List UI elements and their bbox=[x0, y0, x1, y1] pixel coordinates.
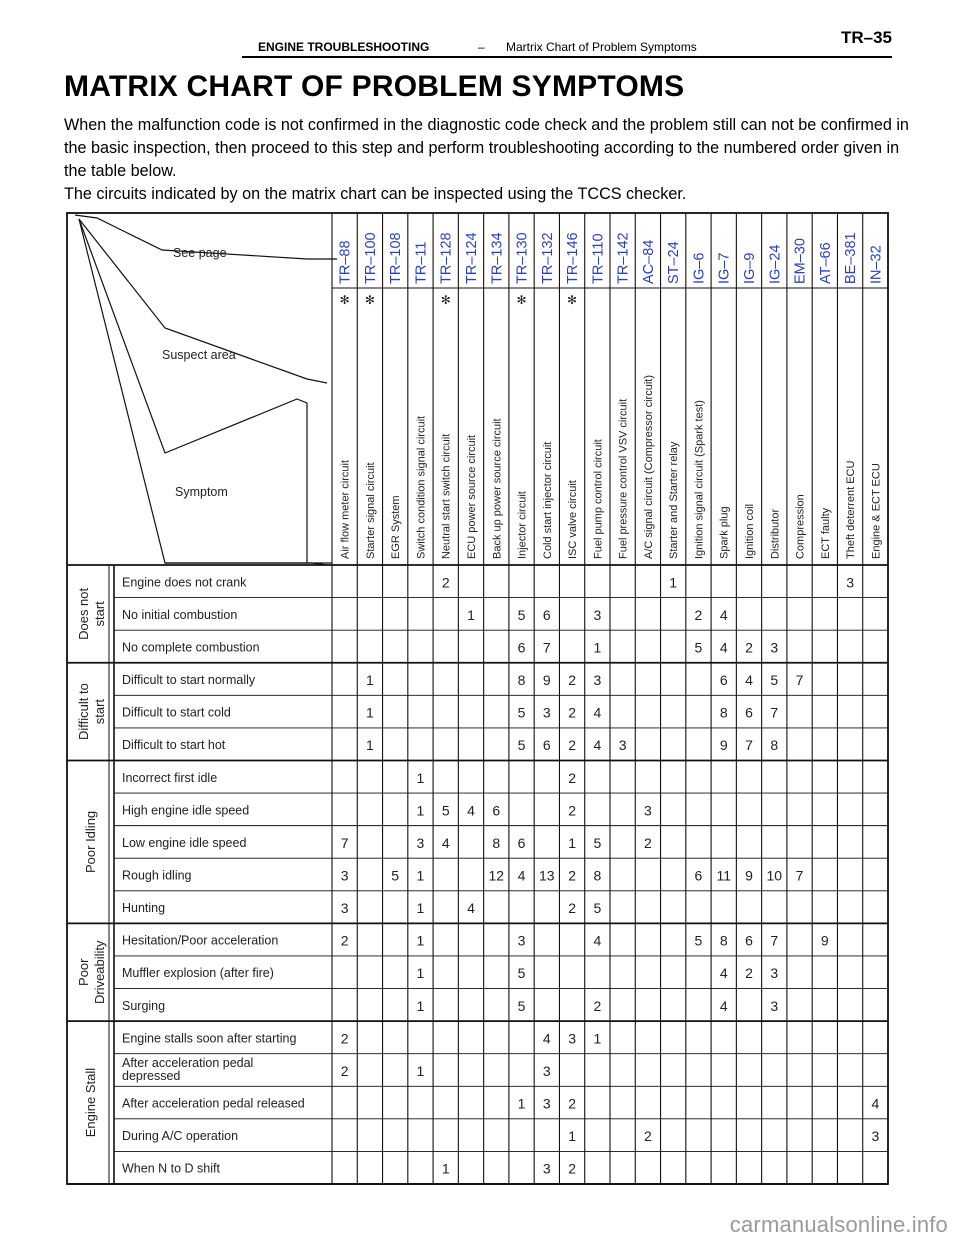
see-page-ref: IN–32 bbox=[868, 245, 885, 284]
priority-number: 3 bbox=[517, 932, 526, 949]
suspect-area-name: A/C signal circuit (Compressor circuit) bbox=[642, 375, 655, 559]
priority-number: 7 bbox=[770, 704, 779, 721]
priority-number: 9 bbox=[719, 737, 728, 754]
priority-number: 1 bbox=[416, 932, 425, 949]
priority-number: 4 bbox=[593, 704, 602, 721]
symptom-name: Incorrect first idle bbox=[122, 770, 218, 785]
symptom-group-label: Poor Idling bbox=[83, 810, 98, 873]
priority-number: 3 bbox=[340, 867, 349, 884]
see-page-ref: TR–110 bbox=[590, 233, 607, 284]
symptom-group-label: Engine Stall bbox=[83, 1067, 98, 1138]
header-separator: – bbox=[478, 40, 485, 54]
see-page-ref: IG–7 bbox=[716, 252, 733, 284]
priority-number: 3 bbox=[618, 737, 627, 754]
priority-number: 1 bbox=[416, 1062, 425, 1079]
priority-number: 2 bbox=[568, 1095, 576, 1112]
symptom-name: Difficult to start hot bbox=[122, 738, 226, 753]
priority-number: 4 bbox=[467, 900, 475, 917]
priority-number: 2 bbox=[568, 769, 576, 786]
priority-number: 7 bbox=[770, 932, 779, 949]
watermark: carmanualsonline.info bbox=[729, 1212, 948, 1237]
symptom-name: depressed bbox=[122, 1068, 181, 1083]
priority-number: 1 bbox=[568, 834, 576, 851]
symptom-group-label: start bbox=[92, 698, 107, 725]
priority-number: 2 bbox=[441, 574, 450, 591]
priority-number: 3 bbox=[416, 834, 425, 851]
page-number: TR–35 bbox=[840, 28, 892, 47]
suspect-area-name: Starter and Starter relay bbox=[668, 441, 681, 559]
priority-number: 4 bbox=[871, 1095, 880, 1112]
symptom-name: Engine does not crank bbox=[122, 575, 247, 590]
priority-number: 2 bbox=[644, 834, 652, 851]
priority-number: 5 bbox=[391, 867, 400, 884]
priority-number: 7 bbox=[795, 672, 804, 689]
priority-number: 2 bbox=[745, 639, 753, 656]
priority-number: 7 bbox=[745, 737, 753, 754]
priority-number: 1 bbox=[441, 1160, 450, 1177]
symptom-name: High engine idle speed bbox=[122, 803, 250, 818]
priority-number: 13 bbox=[539, 867, 555, 884]
symptom-name: Rough idling bbox=[122, 868, 192, 883]
priority-number: 4 bbox=[517, 867, 526, 884]
priority-number: 4 bbox=[719, 997, 728, 1014]
priority-number: 4 bbox=[719, 965, 728, 982]
suspect-area-name: Back up power source circuit bbox=[491, 418, 504, 559]
suspect-area-name: Starter signal circuit bbox=[364, 462, 377, 559]
priority-number: 2 bbox=[568, 802, 576, 819]
suspect-area-name: Compression bbox=[794, 494, 807, 559]
priority-number: 8 bbox=[719, 704, 728, 721]
tccs-checker-mark: ✻ bbox=[440, 293, 451, 307]
priority-number: 5 bbox=[593, 834, 602, 851]
priority-number: 8 bbox=[492, 834, 501, 851]
priority-number: 4 bbox=[542, 1030, 551, 1047]
priority-number: 12 bbox=[488, 867, 505, 884]
priority-number: 1 bbox=[416, 965, 425, 982]
priority-number: 5 bbox=[517, 606, 526, 623]
priority-number: 6 bbox=[517, 834, 526, 851]
priority-number: 8 bbox=[593, 867, 602, 884]
priority-number: 5 bbox=[694, 639, 703, 656]
symptom-name: No complete combustion bbox=[122, 640, 260, 655]
symptom-name: Difficult to start normally bbox=[122, 673, 256, 688]
see-page-ref: AC–84 bbox=[640, 239, 657, 284]
see-page-ref: IG–24 bbox=[767, 244, 784, 284]
see-page-ref: TR–108 bbox=[388, 232, 405, 284]
symptom-group-label: Difficult to bbox=[76, 683, 91, 741]
priority-number: 1 bbox=[669, 574, 678, 591]
priority-number: 2 bbox=[340, 1062, 349, 1079]
suspect-area-name: EGR System bbox=[390, 495, 403, 559]
priority-number: 3 bbox=[846, 574, 854, 591]
priority-number: 4 bbox=[441, 834, 450, 851]
symptom-name: Surging bbox=[122, 998, 166, 1013]
see-page-ref: BE–381 bbox=[843, 232, 860, 284]
suspect-area-name: Injector circuit bbox=[516, 491, 529, 559]
see-page-ref: ST–24 bbox=[666, 241, 683, 284]
priority-number: 1 bbox=[366, 737, 374, 754]
priority-number: 7 bbox=[795, 867, 804, 884]
suspect-area-name: ECU power source circuit bbox=[466, 434, 478, 559]
see-page-ref: TR–142 bbox=[615, 232, 632, 284]
priority-number: 4 bbox=[719, 606, 728, 623]
symptom-name: No initial combustion bbox=[122, 607, 238, 622]
symptom-name: Hunting bbox=[122, 901, 166, 916]
priority-number: 1 bbox=[467, 606, 475, 623]
priority-number: 1 bbox=[366, 672, 374, 689]
see-page-ref: TR–100 bbox=[362, 232, 379, 284]
suspect-area-name: Switch condition signal circuit bbox=[415, 415, 428, 559]
see-page-ref: TR–146 bbox=[565, 232, 582, 284]
priority-number: 6 bbox=[492, 802, 501, 819]
priority-number: 1 bbox=[593, 639, 602, 656]
priority-number: 8 bbox=[719, 932, 728, 949]
priority-number: 1 bbox=[416, 802, 425, 819]
priority-number: 4 bbox=[719, 639, 728, 656]
priority-number: 9 bbox=[820, 932, 829, 949]
symptom-name: After acceleration pedal released bbox=[122, 1096, 305, 1111]
priority-number: 2 bbox=[340, 932, 349, 949]
suspect-area-name: ECT faulty bbox=[819, 507, 832, 559]
intro-paragraph: When the malfunction code is not confirmed in the diagnostic code check and the problem still can not be confirmed in the basic inspection, then proceed to this step and perform troubleshooting according to the numbered order given in the table below. bbox=[64, 116, 909, 180]
symptom-name: During A/C operation bbox=[122, 1129, 239, 1144]
priority-number: 6 bbox=[745, 932, 753, 949]
priority-number: 3 bbox=[770, 639, 779, 656]
symptom-group-label: start bbox=[92, 601, 107, 627]
suspect-area-name: Cold start injector circuit bbox=[541, 441, 554, 559]
priority-number: 5 bbox=[441, 802, 450, 819]
priority-number: 5 bbox=[517, 704, 526, 721]
see-page-ref: AT–66 bbox=[817, 242, 834, 284]
priority-number: 6 bbox=[542, 606, 551, 623]
symptom-label: Symptom bbox=[175, 485, 228, 499]
suspect-area-name: Fuel pressure control VSV circuit bbox=[617, 398, 630, 559]
priority-number: 6 bbox=[517, 639, 526, 656]
priority-number: 2 bbox=[568, 704, 576, 721]
see-page-ref: TR–88 bbox=[337, 240, 354, 284]
priority-number: 5 bbox=[770, 672, 779, 689]
tccs-checker-mark: ✻ bbox=[516, 293, 527, 307]
tccs-checker-mark: ✻ bbox=[567, 293, 578, 307]
priority-number: 4 bbox=[467, 802, 475, 819]
priority-number: 5 bbox=[593, 900, 602, 917]
priority-number: 5 bbox=[517, 965, 526, 982]
priority-number: 6 bbox=[542, 737, 551, 754]
priority-number: 2 bbox=[745, 965, 753, 982]
priority-number: 3 bbox=[770, 997, 779, 1014]
priority-number: 1 bbox=[416, 867, 425, 884]
priority-number: 5 bbox=[517, 737, 526, 754]
priority-number: 3 bbox=[644, 802, 652, 819]
header-section-title: ENGINE TROUBLESHOOTING bbox=[258, 40, 430, 54]
priority-number: 5 bbox=[694, 932, 703, 949]
priority-number: 2 bbox=[593, 997, 602, 1014]
priority-number: 1 bbox=[517, 1095, 526, 1112]
suspect-area-name: Distributor bbox=[769, 508, 782, 559]
symptom-name: Hesitation/Poor acceleration bbox=[122, 933, 279, 948]
suspect-area-name: Fuel pump control circuit bbox=[592, 439, 605, 559]
see-page-ref: IG–6 bbox=[691, 252, 708, 284]
priority-number: 2 bbox=[340, 1030, 349, 1047]
priority-number: 3 bbox=[542, 1095, 551, 1112]
suspect-area-name: Neutral start switch circuit bbox=[440, 433, 453, 559]
symptom-name: After acceleration pedal bbox=[122, 1055, 254, 1070]
suspect-area-name: ISC valve circuit bbox=[567, 480, 580, 559]
priority-number: 6 bbox=[694, 867, 703, 884]
priority-number: 1 bbox=[568, 1128, 576, 1145]
tccs-checker-mark: ✻ bbox=[364, 293, 375, 307]
priority-number: 4 bbox=[745, 672, 753, 689]
see-page-ref: TR–11 bbox=[413, 241, 430, 284]
tccs-checker-mark: ✻ bbox=[339, 293, 350, 307]
priority-number: 1 bbox=[416, 900, 425, 917]
priority-number: 3 bbox=[593, 606, 602, 623]
priority-number: 7 bbox=[542, 639, 551, 656]
symptom-name: When N to D shift bbox=[122, 1161, 220, 1176]
symptom-name: Muffler explosion (after fire) bbox=[122, 966, 274, 981]
symptom-group-label: Poor bbox=[76, 958, 91, 986]
priority-number: 1 bbox=[416, 769, 425, 786]
suspect-area-name: Ignition coil bbox=[744, 503, 756, 559]
priority-number: 1 bbox=[366, 704, 374, 721]
priority-number: 4 bbox=[593, 932, 602, 949]
suspect-area-label: Suspect area bbox=[162, 348, 236, 362]
priority-number: 1 bbox=[593, 1030, 602, 1047]
priority-number: 10 bbox=[766, 867, 783, 884]
corner-diagonal bbox=[79, 219, 307, 563]
suspect-area-name: Ignition signal circuit (Spark test) bbox=[693, 400, 706, 559]
suspect-area-name: Air flow meter circuit bbox=[339, 459, 352, 559]
priority-number: 3 bbox=[542, 704, 551, 721]
priority-number: 6 bbox=[719, 672, 728, 689]
priority-number: 2 bbox=[568, 737, 576, 754]
priority-number: 4 bbox=[593, 737, 602, 754]
priority-number: 2 bbox=[568, 867, 576, 884]
suspect-area-name: Engine & ECT ECU bbox=[870, 463, 883, 559]
symptom-name: Engine stalls soon after starting bbox=[122, 1031, 297, 1046]
see-page-label: See page bbox=[173, 246, 227, 260]
priority-number: 3 bbox=[568, 1030, 576, 1047]
priority-number: 3 bbox=[871, 1128, 880, 1145]
priority-number: 3 bbox=[770, 965, 779, 982]
see-page-ref: EM–30 bbox=[792, 238, 809, 284]
suspect-area-name: Theft deterrent ECU bbox=[845, 460, 858, 559]
priority-number: 7 bbox=[340, 834, 349, 851]
priority-number: 9 bbox=[542, 672, 551, 689]
priority-number: 2 bbox=[568, 672, 576, 689]
priority-number: 11 bbox=[716, 867, 732, 884]
priority-number: 6 bbox=[745, 704, 753, 721]
priority-number: 5 bbox=[517, 997, 526, 1014]
page-title: MATRIX CHART OF PROBLEM SYMPTOMS bbox=[64, 70, 685, 103]
see-page-ref: TR–130 bbox=[514, 232, 531, 284]
priority-number: 8 bbox=[770, 737, 779, 754]
symptom-name: Difficult to start cold bbox=[122, 705, 231, 720]
corner-diagonal bbox=[79, 219, 327, 565]
see-page-ref: TR–132 bbox=[539, 232, 556, 284]
priority-number: 8 bbox=[517, 672, 526, 689]
see-page-ref: IG–9 bbox=[742, 252, 758, 284]
symptom-name: Low engine idle speed bbox=[122, 835, 247, 850]
priority-number: 3 bbox=[542, 1160, 551, 1177]
priority-number: 2 bbox=[644, 1128, 652, 1145]
see-page-ref: TR–134 bbox=[489, 232, 506, 284]
priority-number: 1 bbox=[416, 997, 425, 1014]
symptom-group-label: Driveability bbox=[92, 940, 107, 1005]
priority-number: 9 bbox=[745, 867, 753, 884]
priority-number: 3 bbox=[340, 900, 349, 917]
see-page-ref: TR–124 bbox=[464, 232, 480, 284]
priority-number: 2 bbox=[568, 900, 576, 917]
header-subsection-title: Martrix Chart of Problem Symptoms bbox=[506, 40, 697, 54]
priority-number: 3 bbox=[542, 1062, 551, 1079]
intro-paragraph-checker: The circuits indicated by on the matrix chart can be inspected using the TCCS checker. bbox=[64, 185, 687, 203]
priority-number: 2 bbox=[694, 606, 703, 623]
symptom-group-label: Does not bbox=[76, 587, 91, 640]
priority-number: 3 bbox=[593, 672, 602, 689]
suspect-area-name: Spark plug bbox=[718, 506, 731, 559]
priority-number: 2 bbox=[568, 1160, 576, 1177]
see-page-ref: TR–128 bbox=[438, 232, 455, 284]
